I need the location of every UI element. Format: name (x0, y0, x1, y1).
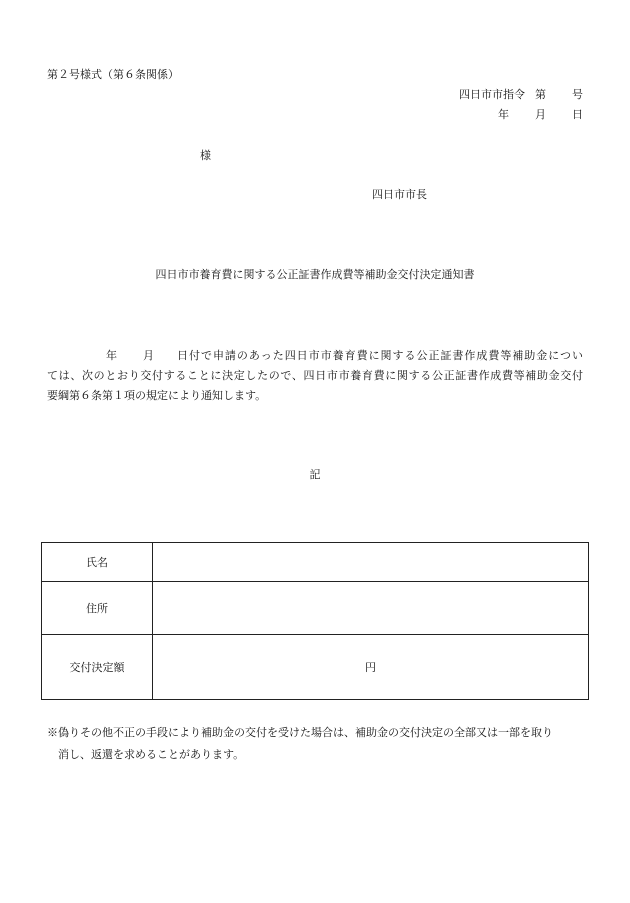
body-line-3: 要綱第６条第１項の規定により通知します。 (47, 389, 267, 402)
body-year: 年 (106, 349, 117, 362)
reference-go: 号 (572, 88, 583, 101)
name-label: 氏名 (42, 543, 153, 582)
note-line-1: ※偽りその他不正の手段により補助金の交付を受けた場合は、補助金の交付決定の全部又は一部を取り (47, 726, 553, 739)
reference-prefix: 四日市市指令 (459, 88, 525, 101)
date-month: 月 (535, 108, 546, 121)
grant-amount-unit: 円 (153, 635, 589, 700)
form-number: 第２号様式（第６条関係） (47, 68, 179, 81)
table-row (42, 635, 589, 700)
date-day: 日 (572, 108, 583, 121)
reference-number (459, 86, 583, 102)
address-label: 住所 (42, 582, 153, 635)
reference-dai: 第 (535, 88, 546, 101)
body-paragraph (47, 346, 583, 406)
grant-amount-label: 交付決定額 (42, 635, 153, 700)
document-title: 四日市市養育費に関する公正証書作成費等補助金交付決定通知書 (155, 268, 475, 281)
addressee-honorific: 様 (200, 149, 211, 162)
table-row (42, 582, 589, 635)
ki-heading: 記 (309, 468, 321, 481)
name-value (153, 543, 589, 582)
body-line-1-text: 日付で申請のあった四日市市養育費に関する公正証書作成費等補助金につい (177, 349, 583, 362)
body-month: 月 (143, 349, 154, 362)
sender-name: 四日市市長 (372, 188, 427, 201)
grant-info-table (41, 542, 589, 700)
address-value (153, 582, 589, 635)
body-line-1 (47, 346, 583, 366)
body-line-2: ては、次のとおり交付することに決定したので、四日市市養育費に関する公正証書作成費等補助金交付 (47, 369, 583, 382)
issue-date (498, 106, 583, 122)
date-year: 年 (498, 108, 509, 121)
note-line-2: 消し、返還を求めることがあります。 (58, 748, 245, 761)
note (47, 722, 587, 766)
table-row (42, 543, 589, 582)
